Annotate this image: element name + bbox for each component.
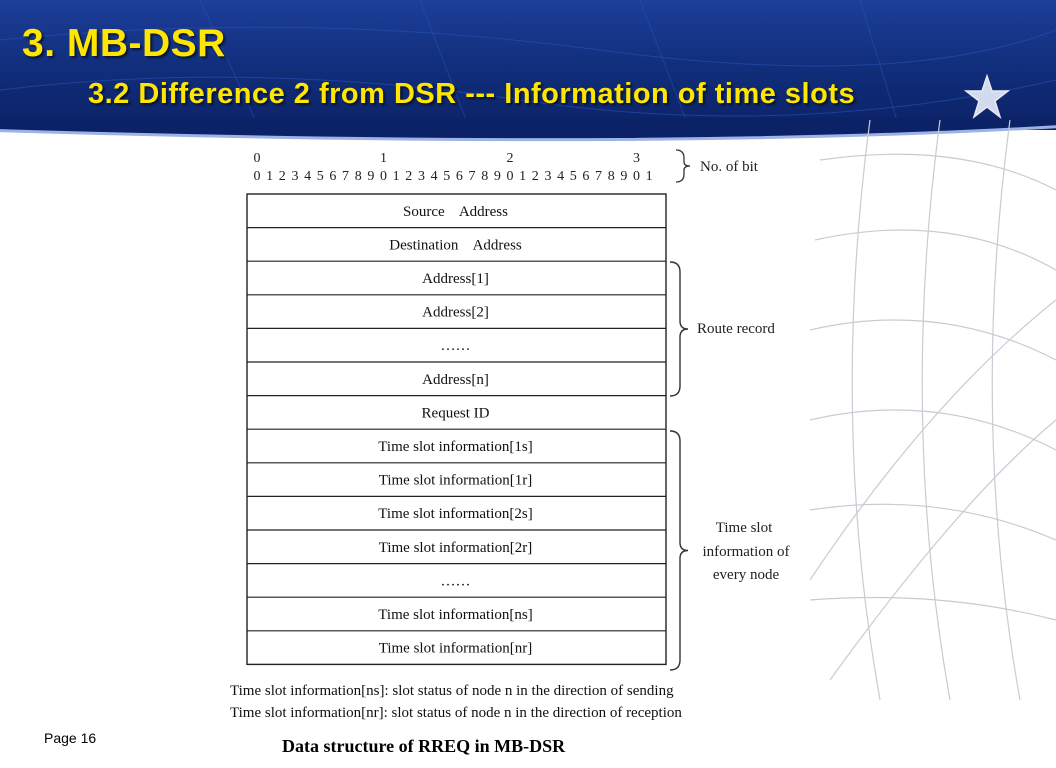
legend-note-sending: Time slot information[ns]: slot status of node n in the direction of sending — [230, 683, 674, 699]
bit-index-label: 1 — [266, 169, 274, 184]
bit-index-label: 6 — [329, 169, 337, 184]
bit-index-label: 9 — [493, 169, 501, 184]
field-row-label: Address[2] — [422, 304, 489, 321]
bit-index-label: 6 — [455, 169, 463, 184]
field-row-label: Time slot information[1s] — [378, 439, 533, 455]
bit-index-label: 1 — [645, 169, 653, 184]
bit-index-label: 0 — [506, 169, 514, 184]
field-row-label: Request ID — [421, 405, 490, 422]
bit-index-label: 3 — [544, 169, 552, 184]
figure-caption: Data structure of RREQ in MB-DSR — [282, 736, 566, 756]
field-table — [247, 194, 666, 664]
field-row-label: …… — [440, 338, 471, 355]
field-row-label: Time slot information[2r] — [378, 539, 533, 556]
time-slot-brace — [670, 431, 688, 670]
bit-index-label: 4 — [557, 169, 565, 184]
bit-index-label: 3 — [417, 169, 425, 184]
bit-index-label: 5 — [569, 169, 577, 184]
bit-index-label: 2 — [405, 169, 413, 184]
bit-index-label: 3 — [291, 169, 299, 184]
bit-tens-label: 0 — [253, 151, 261, 166]
bit-index-label: 4 — [304, 169, 312, 184]
slide-subtitle: 3.2 Difference 2 from DSR --- Information of time slots — [88, 78, 856, 110]
bit-index-label: 1 — [392, 169, 400, 184]
bit-index-label: 8 — [607, 169, 615, 184]
bit-brace — [676, 150, 690, 182]
bit-tens-label: 1 — [380, 151, 387, 166]
bit-index-label: 9 — [620, 169, 628, 184]
bit-brace-path — [676, 150, 690, 182]
bit-index-label: 8 — [354, 169, 362, 184]
field-row-label: Time slot information[1r] — [378, 472, 533, 489]
bit-index-label: 2 — [278, 169, 286, 184]
bit-index-label: 8 — [481, 169, 489, 184]
bit-index-label: 0 — [633, 169, 640, 184]
route-record-label: Route record — [697, 321, 775, 337]
time-slot-label-line: every node — [712, 567, 780, 583]
bit-index-label: 7 — [342, 169, 350, 184]
field-row-label: Time slot information[nr] — [378, 640, 533, 657]
field-row-label: Address[n] — [422, 371, 489, 388]
bit-tens-label: 3 — [633, 151, 640, 166]
bit-index-label: 9 — [367, 169, 375, 184]
bit-index-label: 2 — [531, 169, 539, 184]
bit-index-label: 4 — [430, 169, 438, 184]
bit-index-label: 0 — [253, 169, 261, 184]
bit-index-label: 1 — [519, 169, 527, 184]
bit-count-label: No. of bit — [700, 159, 758, 175]
field-row-label: Address[1] — [422, 271, 489, 287]
bit-index-label: 6 — [582, 169, 590, 184]
field-row-label: …… — [440, 573, 471, 590]
bit-index-label: 5 — [316, 169, 324, 184]
field-row-label: Source Address — [403, 203, 508, 220]
field-row-label: Time slot information[ns] — [378, 607, 533, 623]
bit-index-label: 7 — [468, 169, 476, 184]
time-slot-label-line: Time slot — [715, 520, 773, 536]
bit-header — [254, 151, 653, 184]
field-row-label: Destination Address — [389, 237, 522, 254]
bit-index-label: 5 — [443, 169, 451, 184]
time-slot-label-line: information of — [702, 544, 790, 560]
slide-title: 3. MB-DSR — [22, 22, 226, 65]
route-record-brace — [670, 262, 688, 396]
bit-index-label: 7 — [595, 169, 603, 184]
bit-index-label: 0 — [380, 169, 387, 184]
page-number: Page 16 — [44, 730, 97, 746]
bit-tens-label: 2 — [506, 151, 514, 166]
field-row-label: Time slot information[2s] — [378, 506, 533, 523]
group-braces — [670, 262, 688, 670]
legend-note-reception: Time slot information[nr]: slot status of node n in the direction of reception — [230, 705, 682, 721]
